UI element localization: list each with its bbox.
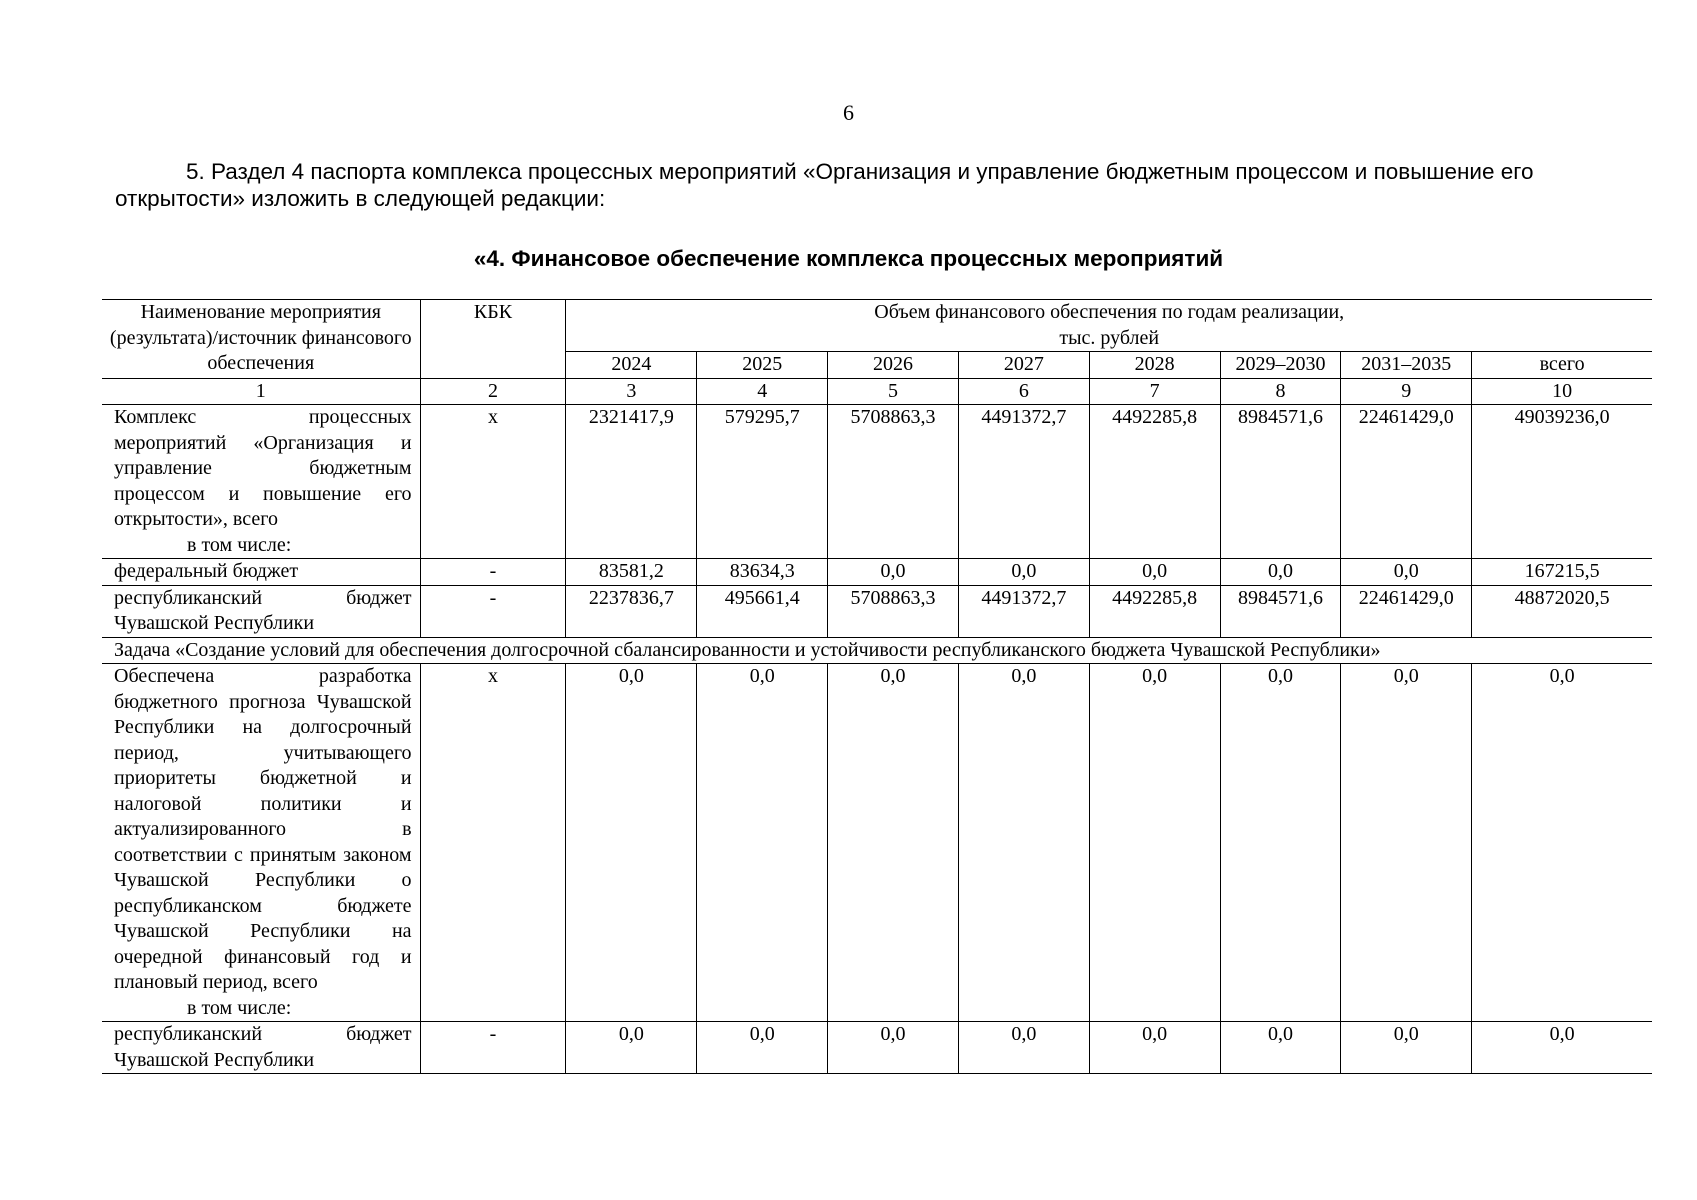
value-cell: 0,0 (1220, 1022, 1341, 1074)
table-row (102, 559, 1652, 586)
header-volume-cell: Объем финансового обеспечения по годам реализации, тыс. рублей (566, 300, 1652, 352)
year-header: 2031–2035 (1341, 352, 1472, 379)
kbk-cell: - (420, 1022, 566, 1074)
column-number: 1 (102, 378, 420, 405)
value-cell: 48872020,5 (1472, 585, 1652, 637)
header-row (102, 300, 1652, 352)
column-number: 4 (697, 378, 828, 405)
year-header: 2026 (828, 352, 959, 379)
value-cell: 0,0 (1472, 664, 1652, 1022)
value-cell: 579295,7 (697, 405, 828, 559)
value-cell: 0,0 (1341, 1022, 1472, 1074)
value-cell: 2321417,9 (566, 405, 697, 559)
kbk-cell: - (420, 559, 566, 586)
value-cell: 4492285,8 (1089, 585, 1220, 637)
year-header: 2027 (958, 352, 1089, 379)
row-name: Комплекс процессных мероприятий «Организация и управление бюджетным процессом и повышение его открытости», всего (114, 406, 412, 530)
value-cell: 0,0 (958, 559, 1089, 586)
kbk-cell: x (420, 405, 566, 559)
value-cell: 4492285,8 (1089, 405, 1220, 559)
value-cell: 0,0 (1089, 1022, 1220, 1074)
column-number: 8 (1220, 378, 1341, 405)
table-row (102, 1022, 1652, 1074)
year-header: 2025 (697, 352, 828, 379)
row-name-cell (102, 559, 420, 586)
value-cell: 83634,3 (697, 559, 828, 586)
task-cell: Задача «Создание условий для обеспечения долгосрочной сбалансированности и устойчивости республиканского бюджета Чувашской Республики» (102, 637, 1652, 664)
column-number: 2 (420, 378, 566, 405)
including-label: в том числе: (187, 996, 292, 1019)
row-name: республиканский бюджет Чувашской Республики (114, 586, 412, 634)
value-cell: 0,0 (1089, 559, 1220, 586)
row-name: Обеспечена разработка бюджетного прогноза Чувашской Республики на долгосрочный период, учитывающего приоритеты бюджетной и налоговой политики и актуализированного в соответствии с принятым законом Чувашской Республики о республиканском бюджете Чувашской Республики на очередной финансовый год и плановый период, всего (114, 665, 412, 993)
row-name-cell (102, 664, 420, 1022)
header-kbk-cell: КБК (420, 300, 566, 379)
row-name-cell (102, 1022, 420, 1074)
column-number: 6 (958, 378, 1089, 405)
including-label: в том числе: (187, 533, 292, 556)
kbk-cell: x (420, 664, 566, 1022)
year-header: 2024 (566, 352, 697, 379)
row-name: республиканский бюджет Чувашской Республики (114, 1023, 412, 1071)
column-number: 3 (566, 378, 697, 405)
value-cell: 22461429,0 (1341, 585, 1472, 637)
task-row (102, 637, 1652, 664)
value-cell: 495661,4 (697, 585, 828, 637)
value-cell: 8984571,6 (1220, 585, 1341, 637)
section-title: «4. Финансовое обеспечение комплекса процессных мероприятий (473, 246, 1224, 271)
column-number: 9 (1341, 378, 1472, 405)
row-name-cell (102, 585, 420, 637)
value-cell: 83581,2 (566, 559, 697, 586)
column-number: 5 (828, 378, 959, 405)
value-cell: 8984571,6 (1220, 405, 1341, 559)
value-cell: 0,0 (1220, 664, 1341, 1022)
value-cell: 49039236,0 (1472, 405, 1652, 559)
value-cell: 0,0 (828, 1022, 959, 1074)
value-cell: 0,0 (697, 1022, 828, 1074)
column-numbers-row (102, 378, 1652, 405)
table-row (102, 585, 1652, 637)
page-number: 6 (843, 100, 854, 125)
value-cell: 0,0 (958, 1022, 1089, 1074)
value-cell: 0,0 (828, 559, 959, 586)
value-cell: 0,0 (1089, 664, 1220, 1022)
value-cell: 5708863,3 (828, 585, 959, 637)
year-header: всего (1472, 352, 1652, 379)
table-row (102, 405, 1652, 559)
column-number: 7 (1089, 378, 1220, 405)
value-cell: 0,0 (566, 1022, 697, 1074)
row-name-cell (102, 405, 420, 559)
value-cell: 0,0 (697, 664, 828, 1022)
value-cell: 0,0 (1341, 664, 1472, 1022)
financing-table (102, 299, 1652, 1074)
column-number: 10 (1472, 378, 1652, 405)
value-cell: 167215,5 (1472, 559, 1652, 586)
value-cell: 0,0 (1472, 1022, 1652, 1074)
header-name-cell: Наименование мероприятия (результата)/источник финансового обеспечения (102, 300, 420, 379)
value-cell: 4491372,7 (958, 405, 1089, 559)
year-header: 2029–2030 (1220, 352, 1341, 379)
value-cell: 0,0 (958, 664, 1089, 1022)
value-cell: 0,0 (566, 664, 697, 1022)
kbk-cell: - (420, 585, 566, 637)
value-cell: 0,0 (828, 664, 959, 1022)
year-header: 2028 (1089, 352, 1220, 379)
value-cell: 0,0 (1341, 559, 1472, 586)
value-cell: 22461429,0 (1341, 405, 1472, 559)
intro-paragraph: 5. Раздел 4 паспорта комплекса процессных мероприятий «Организация и управление бюджетным процессом и повышение его открытости» изложить в следующей редакции: (115, 159, 1534, 211)
table-row (102, 664, 1652, 1022)
value-cell: 0,0 (1220, 559, 1341, 586)
row-name: федеральный бюджет (114, 560, 299, 582)
value-cell: 4491372,7 (958, 585, 1089, 637)
value-cell: 5708863,3 (828, 405, 959, 559)
value-cell: 2237836,7 (566, 585, 697, 637)
